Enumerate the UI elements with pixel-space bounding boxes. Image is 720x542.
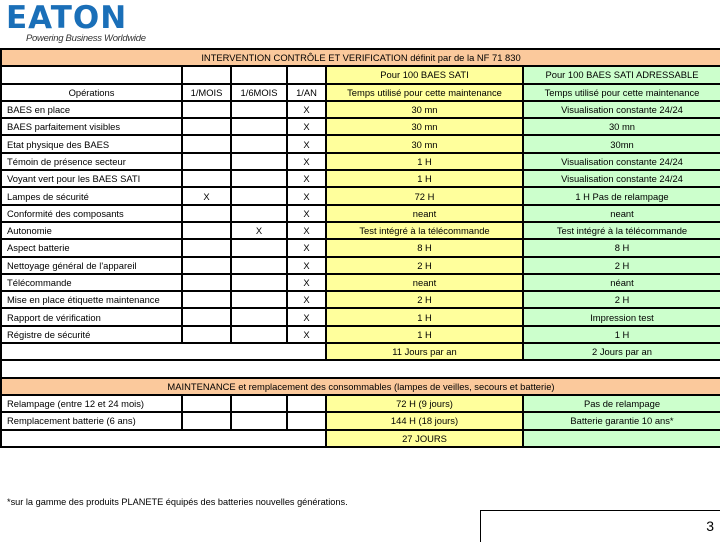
adressable-time-cell: 30 mn — [523, 118, 720, 135]
adressable-time-cell: 30mn — [523, 135, 720, 152]
six-monthly-cell — [231, 274, 287, 291]
blank-cell — [231, 395, 287, 412]
yearly-cell: X — [287, 239, 326, 256]
monthly-cell: X — [182, 187, 231, 204]
sati-time-cell: 1 H — [326, 326, 523, 343]
blank-cell — [287, 412, 326, 429]
table-row — [1, 291, 720, 308]
adressable-time-cell: 2 H — [523, 291, 720, 308]
blank-cell — [231, 66, 287, 83]
sati-time-cell: Test intégré à la télécommande — [326, 222, 523, 239]
monthly-cell — [182, 118, 231, 135]
table-row — [1, 205, 720, 222]
total-sati: 11 Jours par an — [326, 343, 523, 360]
yearly-cell: X — [287, 101, 326, 118]
adressable-time-cell: 1 H — [523, 326, 720, 343]
monthly-cell — [182, 153, 231, 170]
sati-time-cell: 30 mn — [326, 118, 523, 135]
monthly-cell — [182, 135, 231, 152]
adressable-time-cell: Visualisation constante 24/24 — [523, 153, 720, 170]
operation-cell: Rapport de vérification — [1, 308, 182, 325]
sati-time-cell: 72 H (9 jours) — [326, 395, 523, 412]
table-row — [1, 395, 720, 412]
table-row — [1, 101, 720, 118]
adressable-time-cell: Visualisation constante 24/24 — [523, 170, 720, 187]
section-title-row — [1, 49, 720, 66]
table-row — [1, 118, 720, 135]
section2-title-row — [1, 378, 720, 395]
operation-cell: Régistre de sécurité — [1, 326, 182, 343]
blank-cell — [1, 343, 326, 360]
six-monthly-cell — [231, 205, 287, 222]
operation-cell: BAES parfaitement visibles — [1, 118, 182, 135]
table-row — [1, 239, 720, 256]
six-monthly-cell: X — [231, 222, 287, 239]
sati-time-cell: 30 mn — [326, 135, 523, 152]
monthly-cell — [182, 326, 231, 343]
blank-cell — [182, 66, 231, 83]
blank-cell — [1, 66, 182, 83]
total-adressable — [523, 430, 720, 447]
six-monthly-cell — [231, 291, 287, 308]
monthly-cell — [182, 308, 231, 325]
monthly-cell — [182, 101, 231, 118]
adressable-time-cell: Impression test — [523, 308, 720, 325]
six-monthly-cell — [231, 257, 287, 274]
table-row — [1, 187, 720, 204]
col-header-adressable-time: Temps utilisé pour cette maintenance — [523, 84, 720, 101]
brand-name: EATON — [6, 0, 128, 36]
adressable-time-cell: 1 H Pas de relampage — [523, 187, 720, 204]
monthly-cell — [182, 257, 231, 274]
operation-cell: Aspect batterie — [1, 239, 182, 256]
table-row — [1, 170, 720, 187]
yearly-cell: X — [287, 205, 326, 222]
six-monthly-cell — [231, 101, 287, 118]
operation-cell: Conformité des composants — [1, 205, 182, 222]
monthly-cell — [182, 291, 231, 308]
maintenance-table — [0, 48, 720, 448]
six-monthly-cell — [231, 239, 287, 256]
yearly-cell: X — [287, 274, 326, 291]
operation-cell: Télécommande — [1, 274, 182, 291]
six-monthly-cell — [231, 326, 287, 343]
six-monthly-cell — [231, 187, 287, 204]
operation-cell: Autonomie — [1, 222, 182, 239]
brand-tagline: Powering Business Worldwide — [26, 33, 146, 44]
group-header-adressable: Pour 100 BAES SATI ADRESSABLE — [523, 66, 720, 83]
blank-cell — [287, 66, 326, 83]
yearly-cell: X — [287, 257, 326, 274]
operation-cell: Etat physique des BAES — [1, 135, 182, 152]
six-monthly-cell — [231, 170, 287, 187]
column-header-row — [1, 84, 720, 101]
adressable-time-cell: neant — [523, 205, 720, 222]
monthly-cell — [182, 205, 231, 222]
sati-time-cell: 1 H — [326, 153, 523, 170]
yearly-cell: X — [287, 291, 326, 308]
table-row — [1, 308, 720, 325]
section2-totals-row — [1, 430, 720, 447]
yearly-cell: X — [287, 153, 326, 170]
adressable-time-cell: Visualisation constante 24/24 — [523, 101, 720, 118]
col-header-sati-time: Temps utilisé pour cette maintenance — [326, 84, 523, 101]
yearly-cell: X — [287, 118, 326, 135]
total-sati: 27 JOURS — [326, 430, 523, 447]
blank-cell — [287, 395, 326, 412]
monthly-cell — [182, 222, 231, 239]
sati-time-cell: 144 H (18 jours) — [326, 412, 523, 429]
table-row — [1, 135, 720, 152]
yearly-cell: X — [287, 326, 326, 343]
group-header-sati: Pour 100 BAES SATI — [326, 66, 523, 83]
sati-time-cell: 30 mn — [326, 101, 523, 118]
sati-time-cell: neant — [326, 205, 523, 222]
blank-cell — [182, 395, 231, 412]
adressable-time-cell: Test intégré à la télécommande — [523, 222, 720, 239]
yearly-cell: X — [287, 222, 326, 239]
page-number: 3 — [706, 518, 714, 534]
eaton-logo — [4, 2, 144, 44]
page-number-box — [480, 510, 720, 542]
sati-time-cell: 1 H — [326, 170, 523, 187]
adressable-time-cell: Pas de relampage — [523, 395, 720, 412]
yearly-cell: X — [287, 187, 326, 204]
table-row — [1, 153, 720, 170]
total-adressable: 2 Jours par an — [523, 343, 720, 360]
monthly-cell — [182, 274, 231, 291]
operation-cell: Voyant vert pour les BAES SATI — [1, 170, 182, 187]
spacer-row — [1, 360, 720, 377]
footnote: *sur la gamme des produits PLANETE équipés des batteries nouvelles générations. — [7, 497, 348, 507]
adressable-time-cell: Batterie garantie 10 ans* — [523, 412, 720, 429]
operation-cell: Témoin de présence secteur — [1, 153, 182, 170]
section-title: INTERVENTION CONTRÔLE ET VERIFICATION définit par de la NF 71 830 — [1, 49, 720, 66]
monthly-cell — [182, 239, 231, 256]
six-monthly-cell — [231, 153, 287, 170]
blank-cell — [1, 430, 326, 447]
sati-time-cell: 2 H — [326, 257, 523, 274]
sati-time-cell: neant — [326, 274, 523, 291]
col-header-six-monthly: 1/6MOIS — [231, 84, 287, 101]
table-row — [1, 326, 720, 343]
operation-cell: BAES en place — [1, 101, 182, 118]
monthly-cell — [182, 170, 231, 187]
sati-time-cell: 8 H — [326, 239, 523, 256]
six-monthly-cell — [231, 308, 287, 325]
operation-cell: Nettoyage général de l'appareil — [1, 257, 182, 274]
group-header-row — [1, 66, 720, 83]
blank-cell — [182, 412, 231, 429]
adressable-time-cell: 2 H — [523, 257, 720, 274]
section2-title: MAINTENANCE et remplacement des consommables (lampes de veilles, secours et batterie) — [1, 378, 720, 395]
section1-totals-row — [1, 343, 720, 360]
operation-cell: Lampes de sécurité — [1, 187, 182, 204]
table-row — [1, 257, 720, 274]
yearly-cell: X — [287, 308, 326, 325]
yearly-cell: X — [287, 170, 326, 187]
col-header-yearly: 1/AN — [287, 84, 326, 101]
operation-cell: Mise en place étiquette maintenance — [1, 291, 182, 308]
six-monthly-cell — [231, 118, 287, 135]
table-row — [1, 274, 720, 291]
sati-time-cell: 72 H — [326, 187, 523, 204]
sati-time-cell: 1 H — [326, 308, 523, 325]
table-row — [1, 412, 720, 429]
operation-cell: Remplacement batterie (6 ans) — [1, 412, 182, 429]
yearly-cell: X — [287, 135, 326, 152]
operation-cell: Relampage (entre 12 et 24 mois) — [1, 395, 182, 412]
adressable-time-cell: 8 H — [523, 239, 720, 256]
six-monthly-cell — [231, 135, 287, 152]
adressable-time-cell: néant — [523, 274, 720, 291]
blank-cell — [231, 412, 287, 429]
col-header-operations: Opérations — [1, 84, 182, 101]
blank-cell — [1, 360, 720, 377]
table-row — [1, 222, 720, 239]
sati-time-cell: 2 H — [326, 291, 523, 308]
col-header-monthly: 1/MOIS — [182, 84, 231, 101]
